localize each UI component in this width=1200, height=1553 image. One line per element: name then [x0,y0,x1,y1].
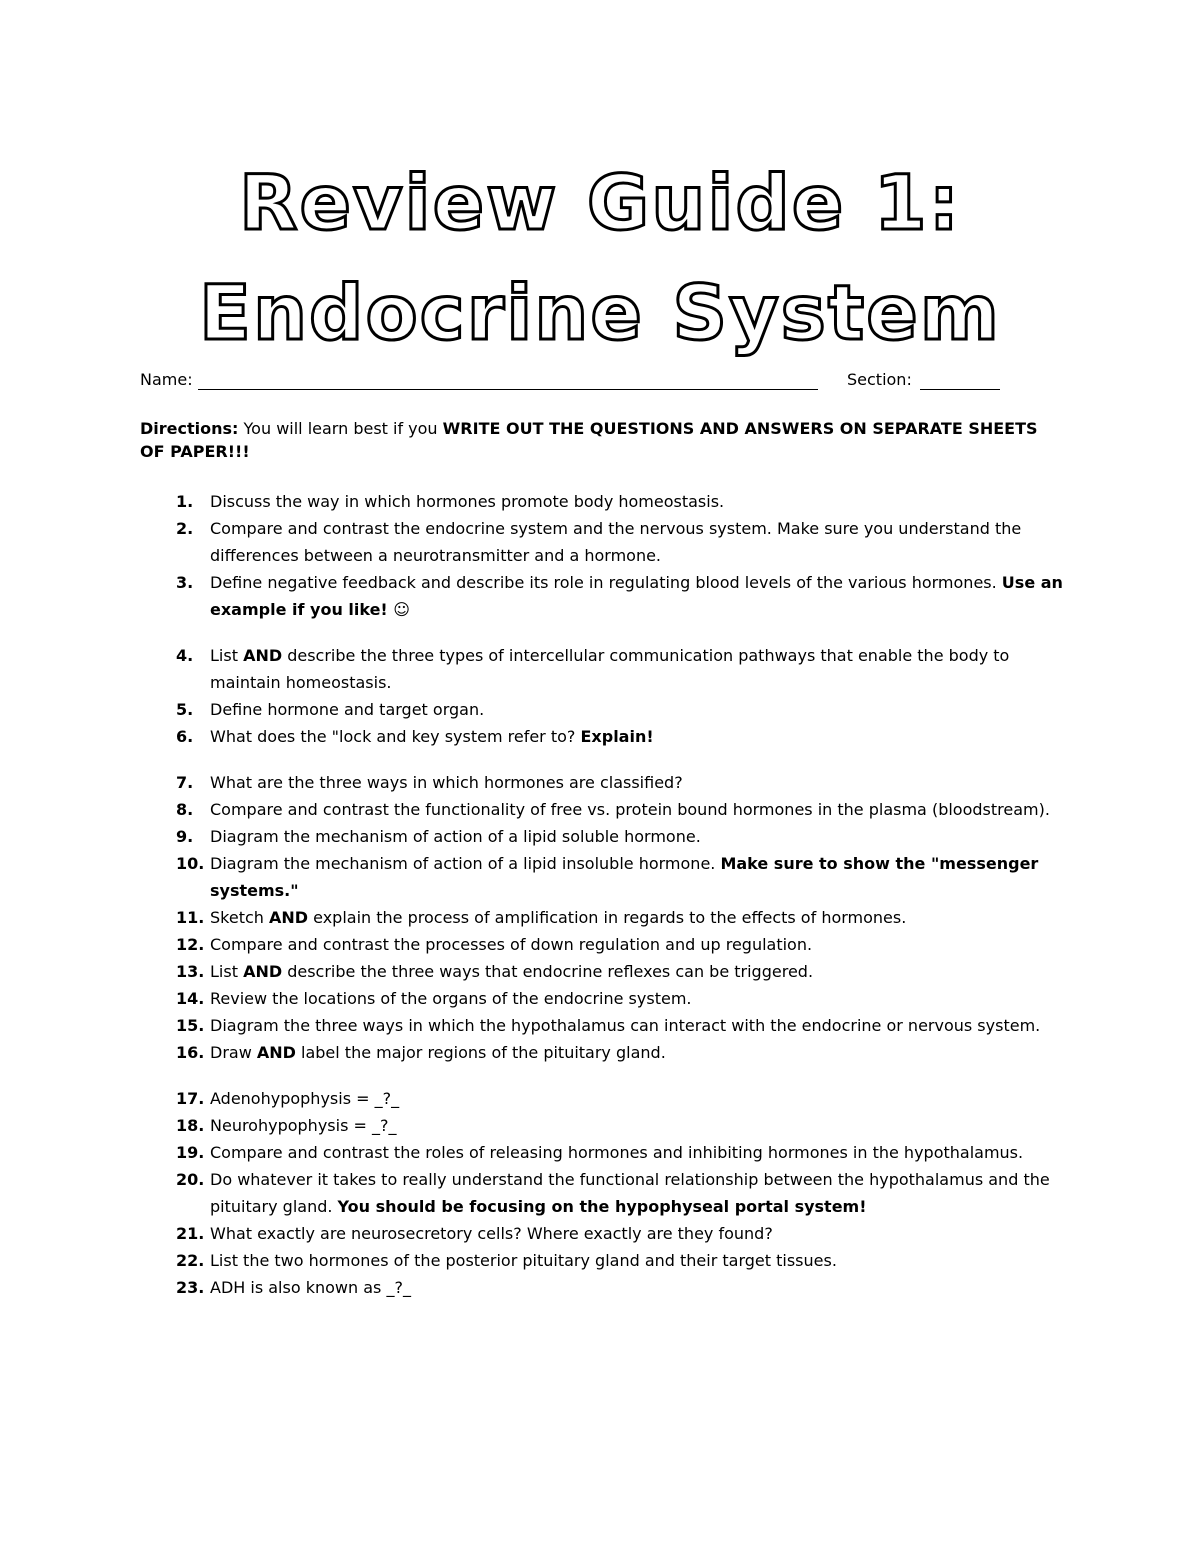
question-text: describe the three ways that endocrine reflexes can be triggered. [282,962,814,981]
question-text: Compare and contrast the functionality of free vs. protein bound hormones in the plasma (bloodstream). [210,800,1050,819]
name-section-row [140,370,1000,394]
question-text: Discuss the way in which hormones promote body homeostasis. [210,492,725,511]
question-4 [140,642,1065,696]
question-6 [140,723,1065,750]
question-number: 13. [176,962,205,981]
question-11 [140,904,1065,931]
question-emphasis: You should be focusing on the hypophyseal portal system! [337,1197,867,1216]
question-text: Define negative feedback and describe its role in regulating blood levels of the various hormones. [210,573,1002,592]
question-number: 23. [176,1278,205,1297]
question-text: Compare and contrast the processes of down regulation and up regulation. [210,935,813,954]
question-emphasis: AND [243,646,283,665]
question-text: Compare and contrast the endocrine system and the nervous system. Make sure you understand the differences between a neurotransmitter and a hormone. [210,519,1022,565]
question-number: 12. [176,935,205,954]
question-2 [140,515,1065,569]
question-number: 4. [176,646,194,665]
question-17 [140,1085,1065,1112]
question-8 [140,796,1065,823]
section-blank-line[interactable] [920,389,1000,390]
question-number: 21. [176,1224,205,1243]
question-text: Neurohypophysis = _?_ [210,1116,397,1135]
name-label: Name: [140,370,193,389]
question-23 [140,1274,1065,1301]
question-text: Diagram the three ways in which the hypothalamus can interact with the endocrine or nervous system. [210,1016,1041,1035]
question-number: 16. [176,1043,205,1062]
directions-text: You will learn best if you [238,419,443,438]
question-text: What exactly are neurosecretory cells? Where exactly are they found? [210,1224,773,1243]
question-10 [140,850,1065,904]
question-text: label the major regions of the pituitary gland. [295,1043,666,1062]
question-text: Diagram the mechanism of action of a lipid soluble hormone. [210,827,701,846]
question-text: Diagram the mechanism of action of a lipid insoluble hormone. [210,854,721,873]
question-18 [140,1112,1065,1139]
question-20 [140,1166,1065,1220]
question-text: Do whatever it takes to really understand the functional relationship between the hypothalamus and the pituitary gland. [210,1170,1050,1216]
question-15 [140,1012,1065,1039]
question-number: 5. [176,700,194,719]
question-text: List the two hormones of the posterior pituitary gland and their target tissues. [210,1251,837,1270]
question-number: 15. [176,1016,205,1035]
question-21 [140,1220,1065,1247]
question-text: explain the process of amplification in regards to the effects of hormones. [308,908,907,927]
question-number: 7. [176,773,194,792]
question-emphasis: AND [256,1043,296,1062]
directions-label: Directions: [140,419,239,438]
title-line-1: Review Guide 1: [238,158,962,247]
question-number: 8. [176,800,194,819]
section-label: Section: [847,370,912,389]
question-14 [140,985,1065,1012]
question-13 [140,958,1065,985]
question-text: ADH is also known as _?_ [210,1278,411,1297]
question-16 [140,1039,1065,1066]
title-line-2: Endocrine System [199,268,1001,357]
question-7 [140,769,1065,796]
question-19 [140,1139,1065,1166]
question-number: 2. [176,519,194,538]
question-number: 1. [176,492,194,511]
question-number: 18. [176,1116,205,1135]
question-number: 22. [176,1251,205,1270]
question-3 [140,569,1065,623]
question-text: Define hormone and target organ. [210,700,485,719]
question-emphasis: Make sure to show the "messenger systems." [210,854,1039,900]
question-number: 3. [176,573,194,592]
question-text-pre: List [210,962,244,981]
question-number: 11. [176,908,205,927]
question-text: Compare and contrast the roles of releasing hormones and inhibiting hormones in the hypothalamus. [210,1143,1024,1162]
question-5 [140,696,1065,723]
question-emphasis: AND [269,908,309,927]
question-text-pre: Sketch [210,908,269,927]
question-text: What are the three ways in which hormones are classified? [210,773,683,792]
question-text: Review the locations of the organs of the endocrine system. [210,989,692,1008]
question-text: What does the "lock and key system refer to? [210,727,581,746]
question-number: 17. [176,1089,205,1108]
question-number: 14. [176,989,205,1008]
question-22 [140,1247,1065,1274]
question-text-pre: List [210,646,244,665]
question-number: 10. [176,854,205,873]
question-number: 20. [176,1170,205,1189]
question-emphasis: Explain! [580,727,654,746]
directions [140,417,1065,463]
directions-emphasis: WRITE OUT THE QUESTIONS AND ANSWERS ON SEPARATE SHEETS OF PAPER!!! [140,419,1038,461]
question-text: Adenohypophysis = _?_ [210,1089,400,1108]
question-number: 19. [176,1143,205,1162]
question-9 [140,823,1065,850]
question-1 [140,488,1065,515]
question-text-pre: Draw [210,1043,257,1062]
question-emphasis: AND [243,962,283,981]
question-emphasis: Use an example if you like! ☺ [210,573,1063,619]
question-12 [140,931,1065,958]
question-number: 6. [176,727,194,746]
question-text: describe the three types of intercellular communication pathways that enable the body to maintain homeostasis. [210,646,1010,692]
name-blank-line[interactable] [198,389,818,390]
question-number: 9. [176,827,194,846]
question-list [140,488,1065,1301]
